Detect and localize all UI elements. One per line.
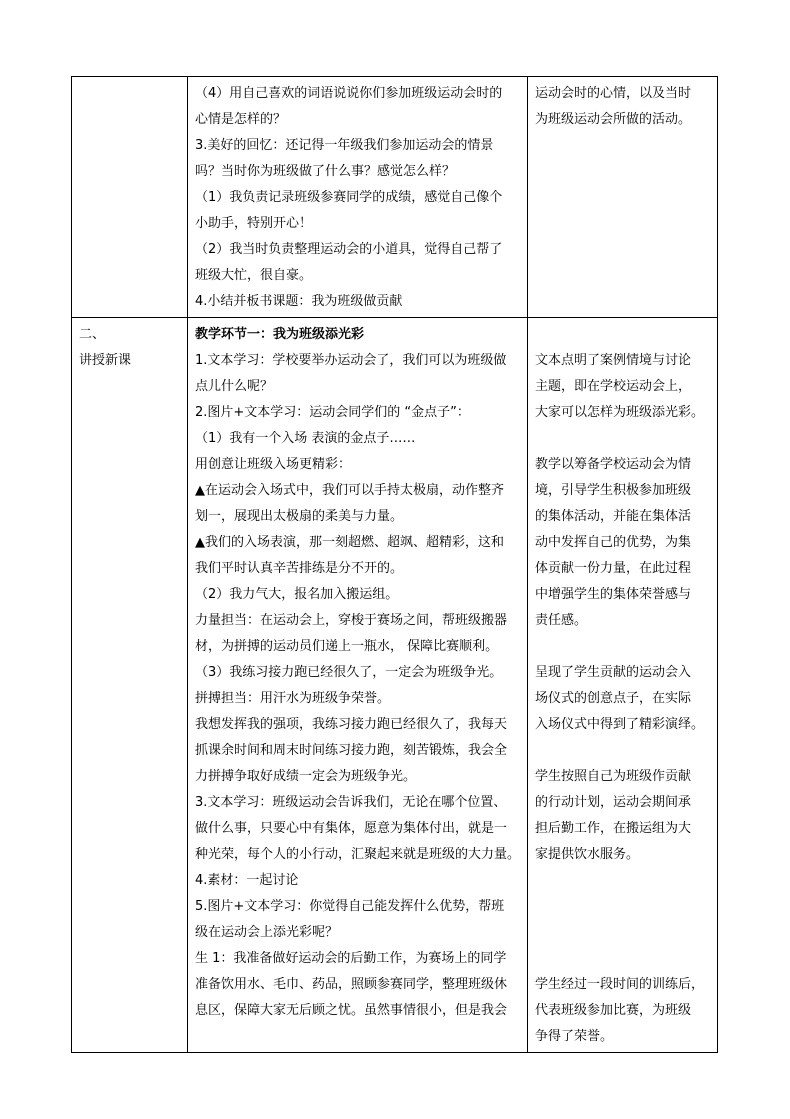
content-cell (188, 77, 528, 318)
content-line: 3.文本学习：班级运动会告诉我们，无论在哪个位置、 (195, 795, 507, 810)
lesson-plan-table (71, 76, 718, 1053)
content-line: 级在运动会上添光彩呢？ (195, 925, 339, 940)
note-cell (528, 318, 718, 1053)
content-line: 4.小结并板书课题：我为班级做贡献 (195, 294, 403, 309)
content-line: 种光荣，每个人的小行动，汇聚起来就是班级的大力量。 (195, 847, 521, 862)
note-line: 动中发挥自己的优势，为集 (535, 535, 692, 550)
stage-cell (72, 318, 188, 1053)
note-cell (528, 77, 718, 318)
table-row (72, 77, 718, 318)
content-line: 我们平时认真辛苦排练是分不开的。 (195, 561, 404, 576)
content-line: （1）我负责记录班级参赛同学的成绩，感觉自己像个 (195, 190, 503, 205)
note-line: 的集体活动，并能在集体活 (535, 509, 692, 524)
stage-cell (72, 77, 188, 318)
section-title: 教学环节一：我为班级添光彩 (195, 327, 365, 342)
note-line: 体贡献一份力量，在此过程 (535, 561, 692, 576)
note-line: 教学以筹备学校运动会为情 (535, 457, 692, 472)
note-line: 场仪式的创意点子，在实际 (535, 691, 692, 706)
content-line: 我想发挥我的强项，我练习接力跑已经很久了，我每天 (195, 717, 508, 732)
content-line: 抓课余时间和周末时间练习接力跑，刻苦锻炼，我会全 (195, 743, 508, 758)
content-line: 力量担当：在运动会上，穿梭于赛场之间，帮班级搬器 (195, 613, 508, 628)
note-line: 争得了荣誉。 (535, 1029, 614, 1044)
content-line: （2）我当时负责整理运动会的小道具，觉得自己帮了 (195, 242, 503, 257)
content-line: （3）我练习接力跑已经很久了，一定会为班级争光。 (195, 665, 503, 680)
note-line: 的行动计划，运动会期间承 (535, 795, 692, 810)
note-line: 学生按照自己为班级作贡献 (535, 769, 692, 784)
stage-number: 二、 (79, 327, 106, 342)
content-line: ▲在运动会入场式中，我们可以手持太极扇，动作整齐 (195, 483, 504, 498)
note-line: 文本点明了案例情境与讨论 (535, 353, 692, 368)
note-line: 代表班级参加比赛，为班级 (535, 1003, 692, 1018)
content-line: （1）我有一个入场 表演的金点子…… (195, 431, 416, 446)
content-line: 息区，保障大家无后顾之忧。虽然事情很小，但是我会 (195, 1003, 508, 1018)
note-line: 入场仪式中得到了精彩演绎。 (535, 717, 705, 732)
content-line: 5.图片+文本学习：你觉得自己能发挥什么优势，帮班 (195, 899, 505, 914)
content-line: 材，为拼搏的运动员们递上一瓶水， 保障比赛顺利。 (195, 639, 499, 654)
content-line: 准备饮用水、毛巾、药品，照顾参赛同学，整理班级休 (195, 977, 508, 992)
content-line: 1.文本学习：学校要举办运动会了，我们可以为班级做 (195, 353, 507, 368)
content-line: 吗？当时你为班级做了什么事？感觉怎么样？ (195, 164, 456, 179)
note-line: 呈现了学生贡献的运动会入 (535, 665, 692, 680)
content-line: 班级大忙，很自豪。 (195, 268, 313, 283)
note-line: 担后勤工作，在搬运组为大 (535, 821, 692, 836)
content-line: 用创意让班级入场更精彩： (195, 457, 352, 472)
content-line: 4.素材：一起讨论 (195, 873, 299, 888)
content-line: 力拼搏争取好成绩一定会为班级争光。 (195, 769, 417, 784)
content-line: 2.图片+文本学习：运动会同学们的 “金点子”： (195, 405, 470, 420)
content-line: 3.美好的回忆：还记得一年级我们参加运动会的情景 (195, 138, 494, 153)
note-line: 责任感。 (535, 613, 588, 628)
content-line: （4）用自己喜欢的词语说说你们参加班级运动会时的 (195, 86, 503, 101)
table-row (72, 318, 718, 1053)
note-line: 学生经过一段时间的训练后， (535, 977, 705, 992)
note-line: 为班级运动会所做的活动。 (535, 112, 692, 127)
content-line: 划一，展现出太极扇的柔美与力量。 (195, 509, 404, 524)
content-line: ▲我们的入场表演，那一刻超燃、超飒、超精彩，这和 (195, 535, 504, 550)
content-cell (188, 318, 528, 1053)
note-line: 主题，即在学校运动会上， (535, 379, 692, 394)
stage-title: 讲授新课 (79, 353, 132, 368)
note-line: 境，引导学生积极参加班级 (535, 483, 692, 498)
content-line: 拼搏担当：用汗水为班级争荣誉。 (195, 691, 391, 706)
content-line: 心情是怎样的？ (195, 112, 287, 127)
content-line: 生 1：我准备做好运动会的后勤工作，为赛场上的同学 (195, 951, 507, 966)
content-line: 点儿什么呢？ (195, 379, 274, 394)
note-line: 运动会时的心情，以及当时 (535, 86, 692, 101)
content-line: （2）我力气大，报名加入搬运组。 (195, 587, 399, 602)
note-line: 大家可以怎样为班级添光彩。 (535, 405, 705, 420)
content-line: 做什么事，只要心中有集体，愿意为集体付出，就是一 (195, 821, 508, 836)
note-line: 家提供饮水服务。 (535, 847, 640, 862)
content-line: 小助手，特别开心！ (195, 216, 313, 231)
note-line: 中增强学生的集体荣誉感与 (535, 587, 692, 602)
